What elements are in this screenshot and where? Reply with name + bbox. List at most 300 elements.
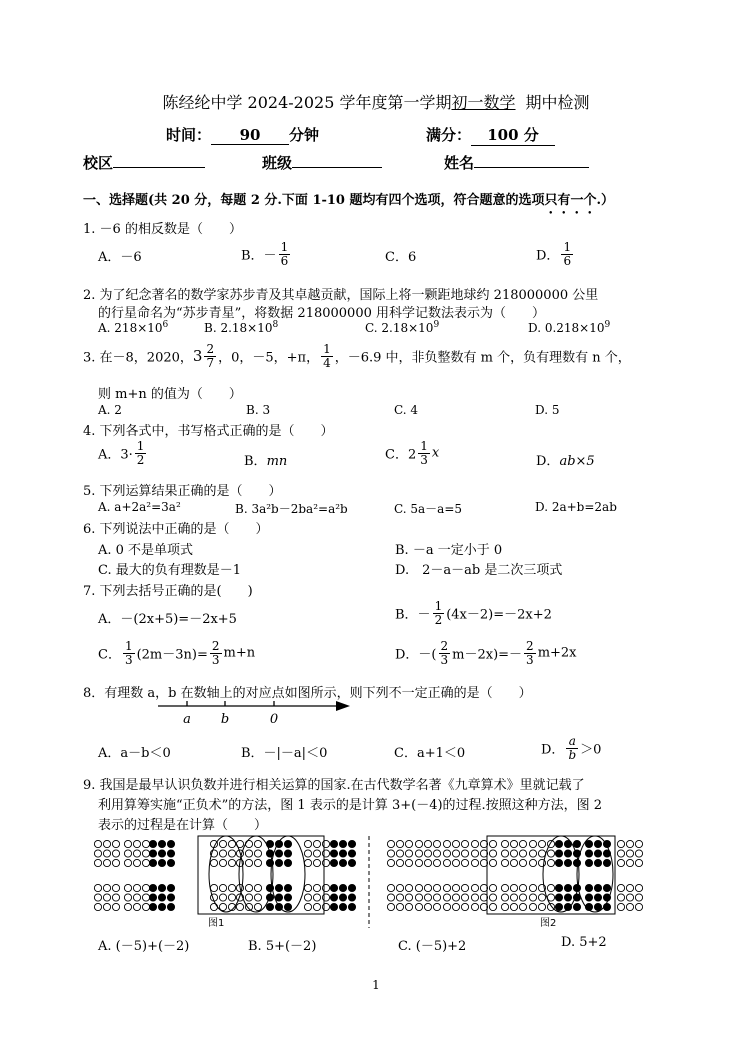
figure-2-counting-rods (383, 834, 653, 930)
rod-bead (167, 850, 174, 857)
campus-field[interactable]: 校区 (83, 152, 205, 173)
rod-bead (284, 850, 291, 857)
rod-bead (564, 850, 571, 857)
rod-bead (452, 903, 459, 910)
rod-bead (245, 859, 252, 866)
rod-bead (103, 850, 110, 857)
q6-option-b[interactable]: B. －a 一定小于 0 (395, 543, 503, 558)
rod-bead (124, 894, 131, 901)
rod-bead (443, 884, 450, 891)
rod-bead (254, 903, 261, 910)
rod-bead (228, 884, 235, 891)
rod-bead (626, 840, 633, 847)
rod-bead (219, 840, 226, 847)
rod-bead (304, 894, 311, 901)
rod-bead (617, 840, 624, 847)
rod-bead (405, 859, 412, 866)
rod-bead (103, 894, 110, 901)
rod-bead (626, 884, 633, 891)
rod-bead (284, 884, 291, 891)
rod-bead (415, 903, 422, 910)
rod-bead (322, 850, 329, 857)
rod-bead (387, 884, 394, 891)
rod-bead (330, 859, 337, 866)
rod-bead (452, 850, 459, 857)
rod-bead (452, 859, 459, 866)
q6-stem: 6. 下列说法中正确的是（ ） (83, 522, 269, 537)
rod-bead (405, 903, 412, 910)
q2-option-d[interactable]: D. $0.218\times 10^9$ (528, 320, 611, 335)
rod-bead (149, 884, 156, 891)
q9-line2: 利用算筹实施“正负术”的方法，图 1 表示的是计算 3+(－4)的过程.按照这种方法，图 2 (98, 798, 603, 813)
rod-bead (142, 840, 149, 847)
q8-option-d[interactable]: D． $\frac{a}{b}$ ＞0 (541, 734, 602, 762)
rod-bead (573, 840, 580, 847)
figure-2-caption: 图2 (540, 918, 557, 929)
rod-bead (322, 894, 329, 901)
rod-bead (103, 884, 110, 891)
rod-bead (443, 850, 450, 857)
score-row: 满分： 100 分 (426, 124, 555, 146)
rod-bead (501, 884, 508, 891)
rod-bead (585, 894, 592, 901)
rod-bead (433, 859, 440, 866)
rod-bead (339, 859, 346, 866)
rod-bead (210, 884, 217, 891)
rod-bead (471, 859, 478, 866)
rod-bead (519, 840, 526, 847)
rod-bead (501, 859, 508, 866)
number-line-label-b: b (220, 712, 230, 727)
rod-bead (142, 850, 149, 857)
rod-bead (617, 859, 624, 866)
rod-bead (626, 894, 633, 901)
rod-bead (594, 884, 601, 891)
q2-option-b[interactable]: B. $2.18\times 10^8$ (204, 320, 279, 335)
rod-bead (133, 850, 140, 857)
rod-bead (94, 884, 101, 891)
rod-bead (275, 884, 282, 891)
name-field[interactable]: 姓名 (444, 152, 589, 173)
q4-option-c[interactable]: C．2 $\frac{1}{3}$ x (385, 439, 440, 467)
rod-bead (415, 840, 422, 847)
rod-bead (348, 894, 355, 901)
rod-bead (443, 903, 450, 910)
rod-bead (167, 903, 174, 910)
rod-bead (617, 884, 624, 891)
figure-1-caption: 图1 (208, 918, 225, 929)
rod-bead (635, 903, 642, 910)
rod-bead (304, 840, 311, 847)
q3-line2: 则 m+n 的值为（ ） (98, 387, 242, 402)
rod-bead (275, 894, 282, 901)
rod-bead (573, 903, 580, 910)
rod-bead (585, 840, 592, 847)
rod-bead (635, 894, 642, 901)
rod-bead (219, 884, 226, 891)
rod-bead (284, 859, 291, 866)
rod-bead (266, 903, 273, 910)
rod-bead (112, 859, 119, 866)
q5-option-a[interactable]: A. a+2a²=3a² (98, 500, 181, 514)
rod-bead (519, 884, 526, 891)
q6-option-c[interactable]: C. 最大的负有理数是－1 (98, 563, 242, 578)
rod-bead (585, 850, 592, 857)
rod-bead (304, 884, 311, 891)
rod-bead (555, 884, 562, 891)
rod-bead (396, 850, 403, 857)
q7-option-c[interactable]: C． $\frac{1}{3}$ (2m－3n)= $\frac{2}{3}$ m+n (98, 639, 256, 667)
rod-bead (124, 850, 131, 857)
rod-bead (167, 884, 174, 891)
q8-stem: 8．有理数 a，b 在数轴上的对应点如图所示，则下列不一定正确的是（ ） (83, 686, 532, 701)
rod-bead (387, 859, 394, 866)
q5-option-d[interactable]: D. 2a+b=2ab (535, 500, 617, 514)
rod-bead (461, 903, 468, 910)
rod-bead (142, 894, 149, 901)
q5-option-c[interactable]: C. 5a－a=5 (394, 502, 463, 516)
q8-option-b[interactable]: B．－|－a|＜0 (241, 746, 328, 761)
q7-option-d[interactable]: D．－( $\frac{2}{3}$ m－2x)=－ $\frac{2}{3}$ m+2x (395, 639, 577, 667)
rod-bead (489, 840, 496, 847)
rod-bead (405, 850, 412, 857)
rod-bead (594, 840, 601, 847)
rod-bead (236, 903, 243, 910)
rod-bead (348, 840, 355, 847)
rod-bead (547, 850, 554, 857)
q3-option-d[interactable]: D. 5 (535, 403, 560, 417)
rod-bead (112, 894, 119, 901)
rod-bead (348, 884, 355, 891)
q8-option-a[interactable]: A．a－b＜0 (98, 746, 171, 761)
rod-bead (433, 903, 440, 910)
score-value: 100 分 (471, 124, 555, 146)
rod-bead (142, 884, 149, 891)
rod-bead (124, 859, 131, 866)
rod-bead (124, 884, 131, 891)
rod-bead (415, 850, 422, 857)
rod-bead (245, 840, 252, 847)
rod-bead (158, 859, 165, 866)
q6-option-a[interactable]: A. 0 不是单项式 (98, 543, 194, 558)
rod-bead (433, 894, 440, 901)
q9-option-d[interactable]: D. 5+2 (561, 935, 607, 950)
rod-bead (254, 884, 261, 891)
q1-option-a[interactable]: A．－6 (98, 250, 142, 265)
rod-bead (304, 903, 311, 910)
rod-bead (313, 840, 320, 847)
rod-bead (284, 903, 291, 910)
rod-bead (167, 894, 174, 901)
rod-bead (387, 903, 394, 910)
q2-line2: 的行星命名为“苏步青星”，将数据 218000000 用科学记数法表示为（ ） (98, 306, 545, 321)
rod-bead (112, 884, 119, 891)
rod-bead (489, 859, 496, 866)
rod-bead (330, 850, 337, 857)
q5-option-b[interactable]: B. 3a²b－2ba²=a²b (235, 502, 348, 516)
rod-bead (501, 903, 508, 910)
rod-bead (210, 859, 217, 866)
rod-bead (538, 850, 545, 857)
title-exam: 期中检测 (525, 93, 590, 112)
time-row: 时间： 90 分钟 (166, 126, 320, 144)
q9-option-c[interactable]: C. (－5)+2 (398, 939, 467, 954)
rod-bead (112, 840, 119, 847)
rod-bead (415, 894, 422, 901)
rod-bead (219, 859, 226, 866)
q2-option-c[interactable]: C. $2.18\times 10^9$ (365, 320, 440, 335)
rod-bead (626, 859, 633, 866)
rod-bead (103, 903, 110, 910)
rod-bead (149, 840, 156, 847)
rod-bead (112, 903, 119, 910)
rod-bead (158, 903, 165, 910)
rod-bead (617, 894, 624, 901)
rod-bead (519, 859, 526, 866)
rod-bead (617, 903, 624, 910)
rod-bead (245, 884, 252, 891)
rod-bead (443, 859, 450, 866)
rod-bead (461, 884, 468, 891)
rod-bead (245, 850, 252, 857)
rod-bead (603, 884, 610, 891)
rod-bead (313, 859, 320, 866)
rod-bead (339, 850, 346, 857)
rod-bead (510, 840, 517, 847)
rod-bead (167, 840, 174, 847)
rod-bead (245, 903, 252, 910)
rod-bead (396, 894, 403, 901)
rod-bead (529, 850, 536, 857)
rod-bead (489, 884, 496, 891)
rod-bead (387, 840, 394, 847)
rod-bead (396, 884, 403, 891)
rod-bead (219, 850, 226, 857)
rod-bead (254, 850, 261, 857)
rod-bead (330, 884, 337, 891)
rod-bead (510, 884, 517, 891)
rod-bead (635, 850, 642, 857)
rod-bead (339, 840, 346, 847)
rod-bead (461, 850, 468, 857)
rod-bead (424, 840, 431, 847)
rod-bead (471, 850, 478, 857)
rod-bead (94, 859, 101, 866)
rod-bead (415, 859, 422, 866)
rod-bead (489, 894, 496, 901)
class-field[interactable]: 班级 (262, 152, 382, 173)
rod-bead (254, 840, 261, 847)
figure-1-loop (209, 836, 243, 912)
rod-bead (313, 850, 320, 857)
page-number: 1 (372, 978, 380, 992)
rod-bead (564, 859, 571, 866)
rod-bead (348, 850, 355, 857)
q8-option-c[interactable]: C．a+1＜0 (394, 746, 466, 761)
rod-bead (424, 850, 431, 857)
rod-bead (284, 840, 291, 847)
rod-bead (433, 884, 440, 891)
rod-bead (585, 859, 592, 866)
rod-bead (452, 884, 459, 891)
q1-option-c[interactable]: C．6 (385, 250, 417, 265)
rod-bead (635, 859, 642, 866)
rod-bead (510, 850, 517, 857)
title-subject: 初一数学 (451, 93, 516, 112)
rod-bead (519, 850, 526, 857)
number-line-label-a: a (183, 712, 191, 727)
rod-bead (452, 894, 459, 901)
rod-bead (142, 903, 149, 910)
rod-bead (348, 903, 355, 910)
q4-option-d[interactable]: D．ab×5 (536, 454, 595, 469)
rod-bead (626, 850, 633, 857)
rod-bead (424, 903, 431, 910)
rod-bead (142, 859, 149, 866)
rod-bead (158, 884, 165, 891)
rod-bead (529, 859, 536, 866)
rod-bead (555, 903, 562, 910)
q2-line1: 2. 为了纪念著名的数学家苏步青及其卓越贡献，国际上将一颗距地球约 218000000 公里 (83, 288, 599, 303)
rod-bead (94, 903, 101, 910)
rod-bead (133, 894, 140, 901)
rod-bead (275, 850, 282, 857)
figure-divider (367, 834, 371, 930)
number-line-label-0: 0 (269, 712, 279, 727)
rod-bead (461, 840, 468, 847)
rod-bead (405, 884, 412, 891)
rod-bead (149, 859, 156, 866)
rod-bead (564, 884, 571, 891)
rod-bead (555, 859, 562, 866)
rod-bead (529, 903, 536, 910)
rod-bead (452, 840, 459, 847)
rod-bead (167, 859, 174, 866)
rod-bead (585, 884, 592, 891)
rod-bead (443, 894, 450, 901)
q9-option-a[interactable]: A. (－5)+(－2) (98, 939, 190, 954)
rod-bead (322, 859, 329, 866)
rod-bead (529, 894, 536, 901)
rod-bead (547, 884, 554, 891)
rod-bead (158, 850, 165, 857)
rod-bead (330, 840, 337, 847)
q7-option-b[interactable]: B．－ $\frac{1}{2}$ (4x－2)=－2x+2 (395, 599, 552, 627)
rod-bead (245, 894, 252, 901)
rod-bead (555, 850, 562, 857)
q3-line1: 3. 在－8，2020，3 $\frac{2}{7}$ ，0，－5，+π， $\frac{1}{4}$ ，－6.9 中，非负整数有 m 个，负有理数有 n 个， (83, 342, 631, 370)
rod-bead (387, 894, 394, 901)
rod-bead (124, 903, 131, 910)
rod-bead (275, 859, 282, 866)
figure-2-loop (577, 836, 613, 912)
rod-bead (489, 850, 496, 857)
rod-bead (228, 850, 235, 857)
rod-bead (501, 840, 508, 847)
rod-bead (313, 894, 320, 901)
rod-bead (322, 884, 329, 891)
rod-bead (538, 894, 545, 901)
number-line (150, 696, 360, 730)
rod-bead (304, 859, 311, 866)
rod-bead (461, 859, 468, 866)
rod-bead (510, 903, 517, 910)
rod-bead (433, 850, 440, 857)
rod-bead (94, 894, 101, 901)
rod-bead (489, 903, 496, 910)
rod-bead (219, 894, 226, 901)
rod-bead (471, 840, 478, 847)
rod-bead (519, 903, 526, 910)
rod-bead (547, 859, 554, 866)
rod-bead (396, 840, 403, 847)
rod-bead (461, 894, 468, 901)
rod-bead (322, 903, 329, 910)
title-school: 陈经纶中学 2024-2025 学年度第一学期 (162, 93, 452, 112)
q3-option-b[interactable]: B. 3 (246, 403, 271, 417)
time-value: 90 (211, 126, 289, 145)
rod-bead (133, 903, 140, 910)
rod-bead (133, 884, 140, 891)
rod-bead (387, 850, 394, 857)
section-heading: 一、选择题(共 20 分，每题 2 分.下面 1-10 题均有四个选项，符合题意的选项只有一个.） (83, 193, 615, 208)
q1-option-b[interactable]: B．－ $\frac{1}{6}$ (241, 240, 289, 268)
rod-bead (210, 903, 217, 910)
rod-bead (635, 884, 642, 891)
q3-option-c[interactable]: C. 4 (394, 403, 419, 417)
q9-line1: 9. 我国是最早认识负数并进行相关运算的国家.在古代数学名著《九章算术》里就记载了 (83, 778, 585, 793)
rod-bead (443, 840, 450, 847)
rod-bead (228, 894, 235, 901)
rod-bead (158, 840, 165, 847)
rod-bead (529, 884, 536, 891)
rod-bead (133, 840, 140, 847)
rod-bead (424, 884, 431, 891)
rod-bead (158, 894, 165, 901)
rod-bead (339, 894, 346, 901)
rod-bead (424, 859, 431, 866)
rod-bead (501, 894, 508, 901)
rod-bead (510, 894, 517, 901)
rod-bead (501, 850, 508, 857)
exam-title (0, 90, 752, 113)
rod-bead (471, 903, 478, 910)
q1-stem: 1. －6 的相反数是（ ） (83, 222, 242, 237)
rod-bead (510, 859, 517, 866)
rod-bead (94, 850, 101, 857)
q9-option-b[interactable]: B. 5+(－2) (248, 939, 317, 954)
q3-option-a[interactable]: A. 2 (98, 403, 122, 417)
q7-option-a[interactable]: A．－(2x+5)=－2x+5 (98, 612, 237, 627)
q2-option-a[interactable]: A. $218\times 10^6$ (98, 320, 169, 335)
rod-bead (555, 894, 562, 901)
q4-option-b[interactable]: B．mn (244, 454, 288, 469)
rod-bead (538, 903, 545, 910)
q6-option-d[interactable]: D. 2－a－ab 是二次三项式 (395, 563, 563, 578)
rod-bead (405, 840, 412, 847)
rod-bead (396, 903, 403, 910)
rod-bead (415, 884, 422, 891)
rod-bead (547, 903, 554, 910)
rod-bead (424, 894, 431, 901)
q7-stem: 7. 下列去括号正确的是( ) (83, 584, 253, 599)
rod-bead (94, 840, 101, 847)
q4-option-a[interactable]: A．3· $\frac{1}{2}$ (98, 439, 145, 467)
rod-bead (471, 884, 478, 891)
rod-bead (149, 894, 156, 901)
q1-option-d[interactable]: D． $\frac{1}{6}$ (536, 240, 572, 268)
rod-bead (635, 840, 642, 847)
